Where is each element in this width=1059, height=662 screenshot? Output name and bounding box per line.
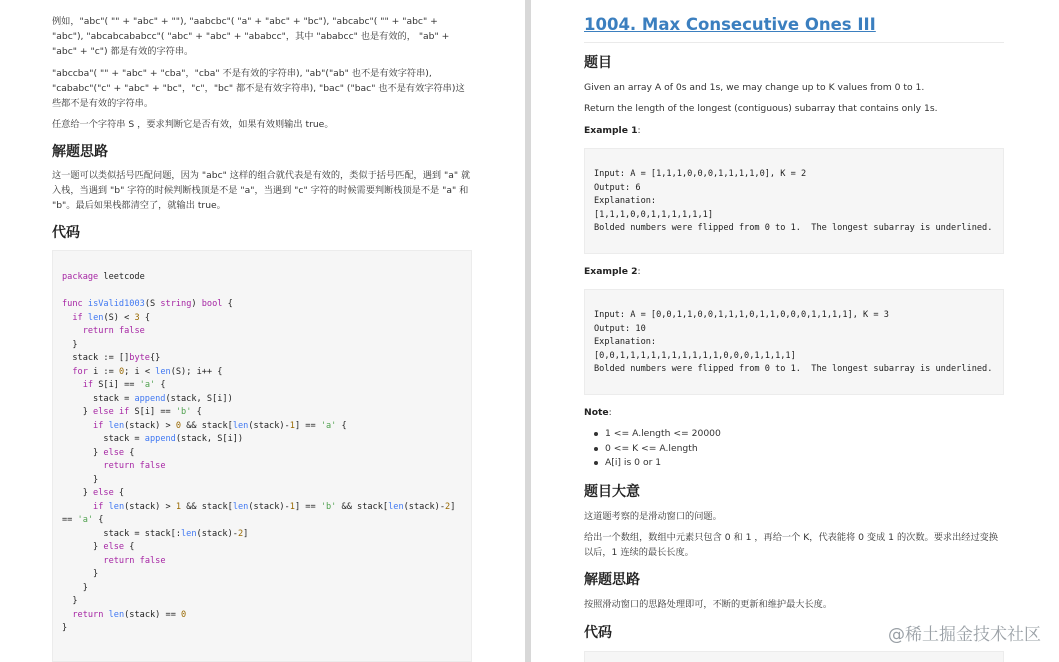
code-line: } (62, 582, 88, 593)
example-1-label: Example 1 (584, 125, 638, 136)
code-line: Bolded numbers were flipped from 0 to 1. The longest subarray is underlined. (594, 364, 993, 374)
code-line (62, 285, 471, 299)
code-line: } else { (62, 542, 135, 552)
code-line: if S[i] == 'a' { (82, 380, 166, 390)
problem-description-1: Given an array A of 0s and 1s, we may change up to K values from 0 to 1. (584, 82, 925, 93)
code-line: if len(S) < 3 { (72, 312, 151, 323)
solution-idea-paragraph-right: 按照滑动窗口的思路处理即可，不断的更新和维护最大长度。 (584, 599, 833, 610)
note-label: Note (584, 407, 609, 418)
code-line: } (62, 339, 78, 350)
code-line: == 'a' { (62, 515, 104, 525)
heading-code-right: 代码 (584, 625, 612, 641)
code-line: package leetcode (62, 272, 145, 282)
code-line: if len(stack) > 0 && stack[len(stack)-1] == 'a' { (93, 420, 347, 431)
code-line: } (62, 623, 68, 633)
example-2-label: Example 2 (584, 266, 638, 277)
code-line: stack = append(stack, S[i]) (62, 393, 233, 404)
heading-problem: 题目 (584, 55, 612, 71)
example-2-label-row: Example 2: (584, 266, 641, 277)
heading-solution-idea: 解题思路 (52, 144, 108, 160)
example-valid-paragraph: 例如，"abc"( "" + "abc" + ""), "aabcbc"( "a" + "abc" + "bc"), "abcabc"( "" + "abc" + "abc"), "abcabcababcc"( "abc" + "abc" + "ababcc"，其中 "ababcc" 也是有效的， "ab" + "abc" + "c") 都是有效的字符串。 (52, 16, 450, 57)
code-line: Explanation: (594, 337, 657, 347)
note-item: A[i] is 0 or 1 (584, 456, 1004, 471)
example-1-label-row: Example 1: (584, 125, 641, 136)
example-invalid-paragraph: "abccba"( "" + "abc" + "cba"，"cba" 不是有效的字符串), "ab"("ab" 也不是有效字符串), "cababc"("c" + "abc" + "bc"，"c"，"bc" 都不是有效字符串), "bac" ("bac" 也不是有效字符串)这些都不是有效的字符串。 (52, 68, 465, 109)
heading-solution-idea-right: 解题思路 (584, 572, 640, 588)
problem-description-2: Return the length of the longest (contiguous) subarray that contains only 1s. (584, 103, 938, 114)
note-label-row: Note: (584, 407, 612, 418)
code-line: } (62, 596, 78, 606)
code-line: for i := 0; i < len(S); i++ { (72, 366, 223, 377)
code-line: func isValid1003(S string) bool { (62, 299, 233, 309)
code-line: return false (103, 461, 166, 471)
code-line: } else { (62, 447, 135, 458)
code-line: } (62, 569, 99, 579)
note-item: 0 <= K <= A.length (584, 442, 1004, 457)
solution-idea-paragraph: 这一题可以类似括号匹配问题，因为 "abc" 这样的组合就代表是有效的，类似于括号匹配，遇到 "a" 就入栈，当遇到 "b" 字符的时候判断栈顶是不是 "a"，当遇到 "c" 字符的时候需要判断栈顶是不是 "a" 和 "b"。最后如果栈都清空了，就输出 true。 (52, 170, 471, 211)
code-line: } else if S[i] == 'b' { (62, 407, 202, 417)
problem-title-link[interactable]: 1004. Max Consecutive Ones III (584, 15, 1004, 43)
code-line: } (62, 474, 99, 485)
code-block-right-start (584, 651, 1004, 662)
code-line: [0,0,1,1,1,1,1,1,1,1,1,1,0,0,0,1,1,1,1] (594, 350, 796, 361)
note-item: 1 <= A.length <= 20000 (584, 427, 1004, 442)
code-line: stack = append(stack, S[i]) (62, 434, 244, 444)
notes-list (584, 427, 1004, 471)
code-line: [1,1,1,0,0,1,1,1,1,1,1] (594, 209, 713, 220)
example-2-code-block (584, 289, 1004, 395)
code-line: return false (82, 326, 145, 336)
code-line: return false (103, 555, 166, 566)
left-page (0, 0, 525, 662)
heading-summary: 题目大意 (584, 484, 640, 500)
right-page (531, 0, 1059, 662)
code-line: Output: 6 (594, 182, 641, 193)
heading-code: 代码 (52, 225, 80, 241)
code-line: stack = stack[:len(stack)-2] (62, 528, 249, 539)
summary-paragraph-1: 这道题考察的是滑动窗口的问题。 (584, 511, 722, 522)
code-line: Explanation: (594, 196, 657, 206)
code-line: Bolded numbers were flipped from 0 to 1. The longest subarray is underlined. (594, 223, 993, 233)
code-block-go (52, 250, 472, 662)
watermark: @稀土掘金技术社区 (888, 625, 1041, 645)
code-line: stack := []byte{} (62, 353, 161, 363)
example-1-code-block (584, 148, 1004, 254)
code-line: } else { (62, 488, 125, 498)
code-line: Input: A = [1,1,1,0,0,0,1,1,1,1,0], K = 2 (594, 169, 807, 179)
code-line: Output: 10 (594, 323, 646, 334)
code-line: Input: A = [0,0,1,1,0,0,1,1,1,0,1,1,0,0,0,1,1,1,1], K = 3 (594, 310, 889, 320)
summary-paragraph-2: 给出一个数组，数组中元素只包含 0 和 1 ，再给一个 K，代表能将 0 变成 1 的次数。要求出经过变换以后，1 连续的最长长度。 (584, 532, 999, 558)
code-line: if len(stack) > 1 && stack[len(stack)-1] == 'b' && stack[len(stack)-2] (93, 501, 456, 512)
code-line: return len(stack) == 0 (72, 609, 187, 620)
task-paragraph: 任意给一个字符串 S ，要求判断它是否有效，如果有效则输出 true。 (52, 119, 334, 130)
